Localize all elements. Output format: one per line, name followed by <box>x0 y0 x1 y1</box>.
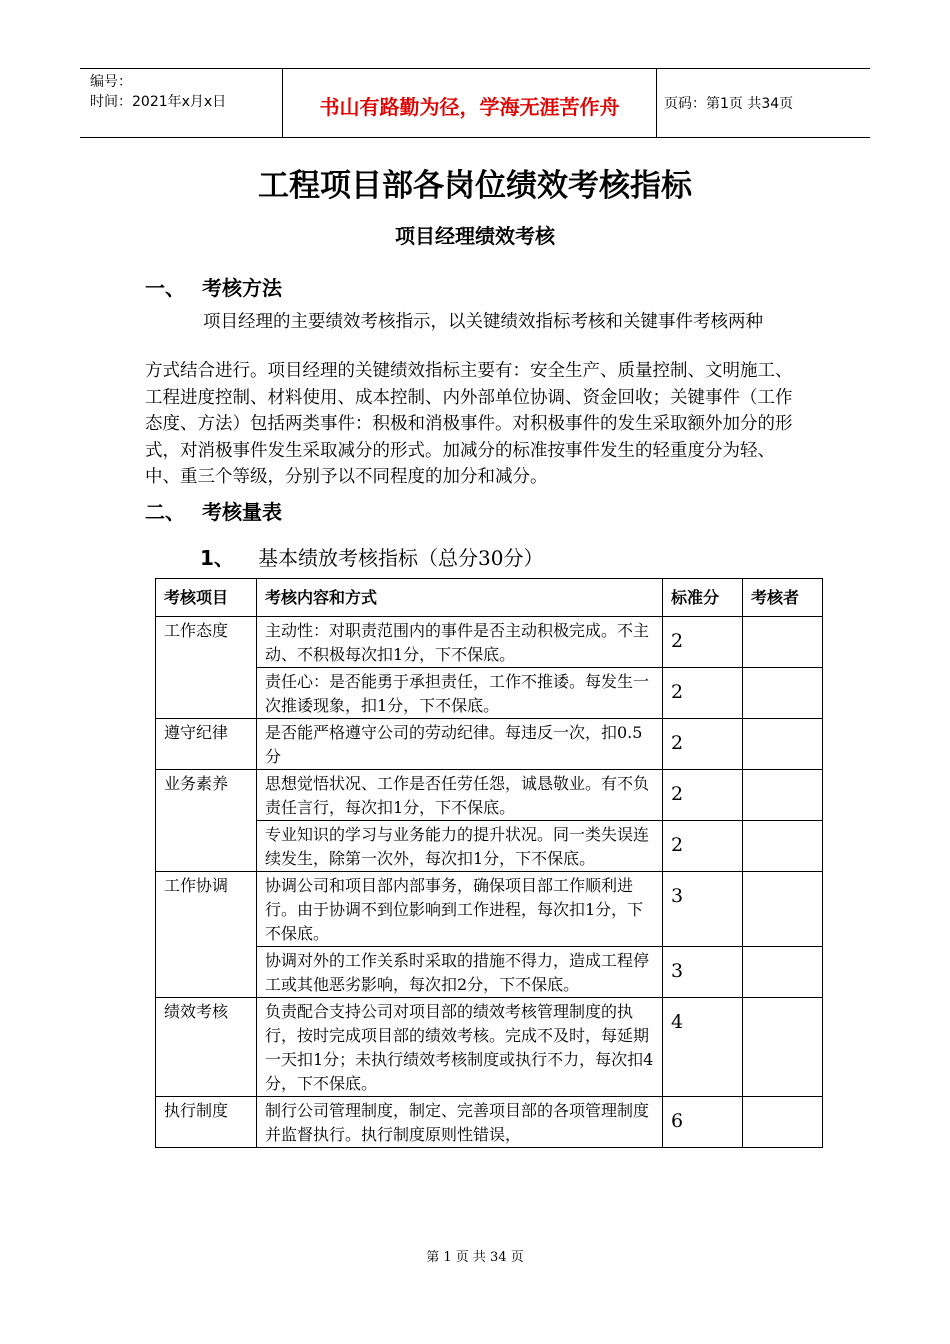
assessor-cell <box>743 617 823 668</box>
score-cell: 2 <box>663 668 743 719</box>
category-cell: 工作态度 <box>156 617 257 719</box>
section-title: 考核量表 <box>202 500 282 524</box>
assessor-cell <box>743 872 823 947</box>
assessor-cell <box>743 821 823 872</box>
content-cell: 思想觉悟状况、工作是否任劳任怨，诚恳敬业。有不负责任言行，每次扣1分，下不保底。 <box>257 770 663 821</box>
section-heading-method <box>145 272 282 301</box>
content-cell: 责任心：是否能勇于承担责任，工作不推诿。每发生一次推诿现象，扣1分，下不保底。 <box>257 668 663 719</box>
document-header <box>80 68 870 138</box>
kpi-table <box>155 578 823 1148</box>
content-cell: 主动性：对职责范围内的事件是否主动积极完成。不主动、不积极每次扣1分，下不保底。 <box>257 617 663 668</box>
page-footer: 第 1 页 共 34 页 <box>426 1250 524 1265</box>
content-cell: 制行公司管理制度，制定、完善项目部的各项管理制度并监督执行。执行制度原则性错误， <box>257 1097 663 1148</box>
table-row <box>156 770 823 821</box>
assessor-cell <box>743 770 823 821</box>
score-cell: 2 <box>663 770 743 821</box>
header-cell-item: 考核项目 <box>156 579 257 617</box>
score-cell: 3 <box>663 947 743 998</box>
score-cell: 6 <box>663 1097 743 1148</box>
subsection-heading <box>200 542 543 571</box>
section-number: 一、 <box>145 276 185 300</box>
header-cell-score: 标准分 <box>663 579 743 617</box>
category-cell: 工作协调 <box>156 872 257 998</box>
category-cell: 执行制度 <box>156 1097 257 1148</box>
content-cell: 协调对外的工作关系时采取的措施不得力，造成工程停工或其他恶劣影响，每次扣2分，下不保底。 <box>257 947 663 998</box>
score-cell: 3 <box>663 872 743 947</box>
assessor-cell <box>743 947 823 998</box>
table-row <box>156 947 823 998</box>
subsection-number: 1、 <box>200 546 234 570</box>
method-paragraph-line1: 项目经理的主要绩效考核指示，以关键绩效指标考核和关键事件考核两种 <box>203 312 763 332</box>
header-motto: 书山有路勤为径，学海无涯苦作舟 <box>319 95 620 119</box>
header-meta <box>90 72 226 112</box>
assessor-cell <box>743 719 823 770</box>
content-cell: 是否能严格遵守公司的劳动纪律。每违反一次，扣0.5分 <box>257 719 663 770</box>
category-cell: 绩效考核 <box>156 998 257 1097</box>
header-cell-content: 考核内容和方式 <box>257 579 663 617</box>
assessor-cell <box>743 668 823 719</box>
header-date-label: 时间：2021年x月x日 <box>90 94 227 110</box>
document-subtitle: 项目经理绩效考核 <box>395 224 555 248</box>
assessor-cell <box>743 998 823 1097</box>
table-row <box>156 998 823 1097</box>
assessor-cell <box>743 1097 823 1148</box>
table-header-row <box>156 579 823 617</box>
table-row <box>156 617 823 668</box>
category-cell: 业务素养 <box>156 770 257 872</box>
section-title: 考核方法 <box>202 276 282 300</box>
header-page-info: 页码：第1页 共34页 <box>664 96 794 112</box>
table-row <box>156 1097 823 1148</box>
score-cell: 2 <box>663 821 743 872</box>
subsection-title: 基本绩放考核指标（总分30分） <box>258 546 544 570</box>
content-cell: 专业知识的学习与业务能力的提升状况。同一类失误连续发生，除第一次外，每次扣1分，下不保底。 <box>257 821 663 872</box>
section-heading-scale <box>145 496 282 525</box>
header-cell-assessor: 考核者 <box>743 579 823 617</box>
table-row <box>156 821 823 872</box>
table-row <box>156 872 823 947</box>
header-divider <box>656 69 657 137</box>
category-cell: 遵守纪律 <box>156 719 257 770</box>
score-cell: 4 <box>663 998 743 1097</box>
table-row <box>156 719 823 770</box>
method-paragraph-body: 方式结合进行。项目经理的关键绩效指标主要有：安全生产、质量控制、文明施工、工程进度控制、材料使用、成本控制、内外部单位协调、资金回收；关键事件（工作态度、方法）包括两类事件：积极和消极事件。对积极事件的发生采取额外加分的形式，对消极事件发生采取减分的形式。加减分的标准按事件发生的轻重度分为轻、中、重三个等级，分别予以不同程度的加分和减分。 <box>145 361 793 487</box>
table-row <box>156 668 823 719</box>
score-cell: 2 <box>663 617 743 668</box>
content-cell: 负责配合支持公司对项目部的绩效考核管理制度的执行，按时完成项目部的绩效考核。完成不及时，每延期一天扣1分；未执行绩效考核制度或执行不力，每次扣4分，下不保底。 <box>257 998 663 1097</box>
content-cell: 协调公司和项目部内部事务，确保项目部工作顺利进行。由于协调不到位影响到工作进程，每次扣1分，下不保底。 <box>257 872 663 947</box>
score-cell: 2 <box>663 719 743 770</box>
section-number: 二、 <box>145 500 185 524</box>
document-title: 工程项目部各岗位绩效考核指标 <box>258 168 692 204</box>
header-number-label: 编号： <box>90 74 132 90</box>
